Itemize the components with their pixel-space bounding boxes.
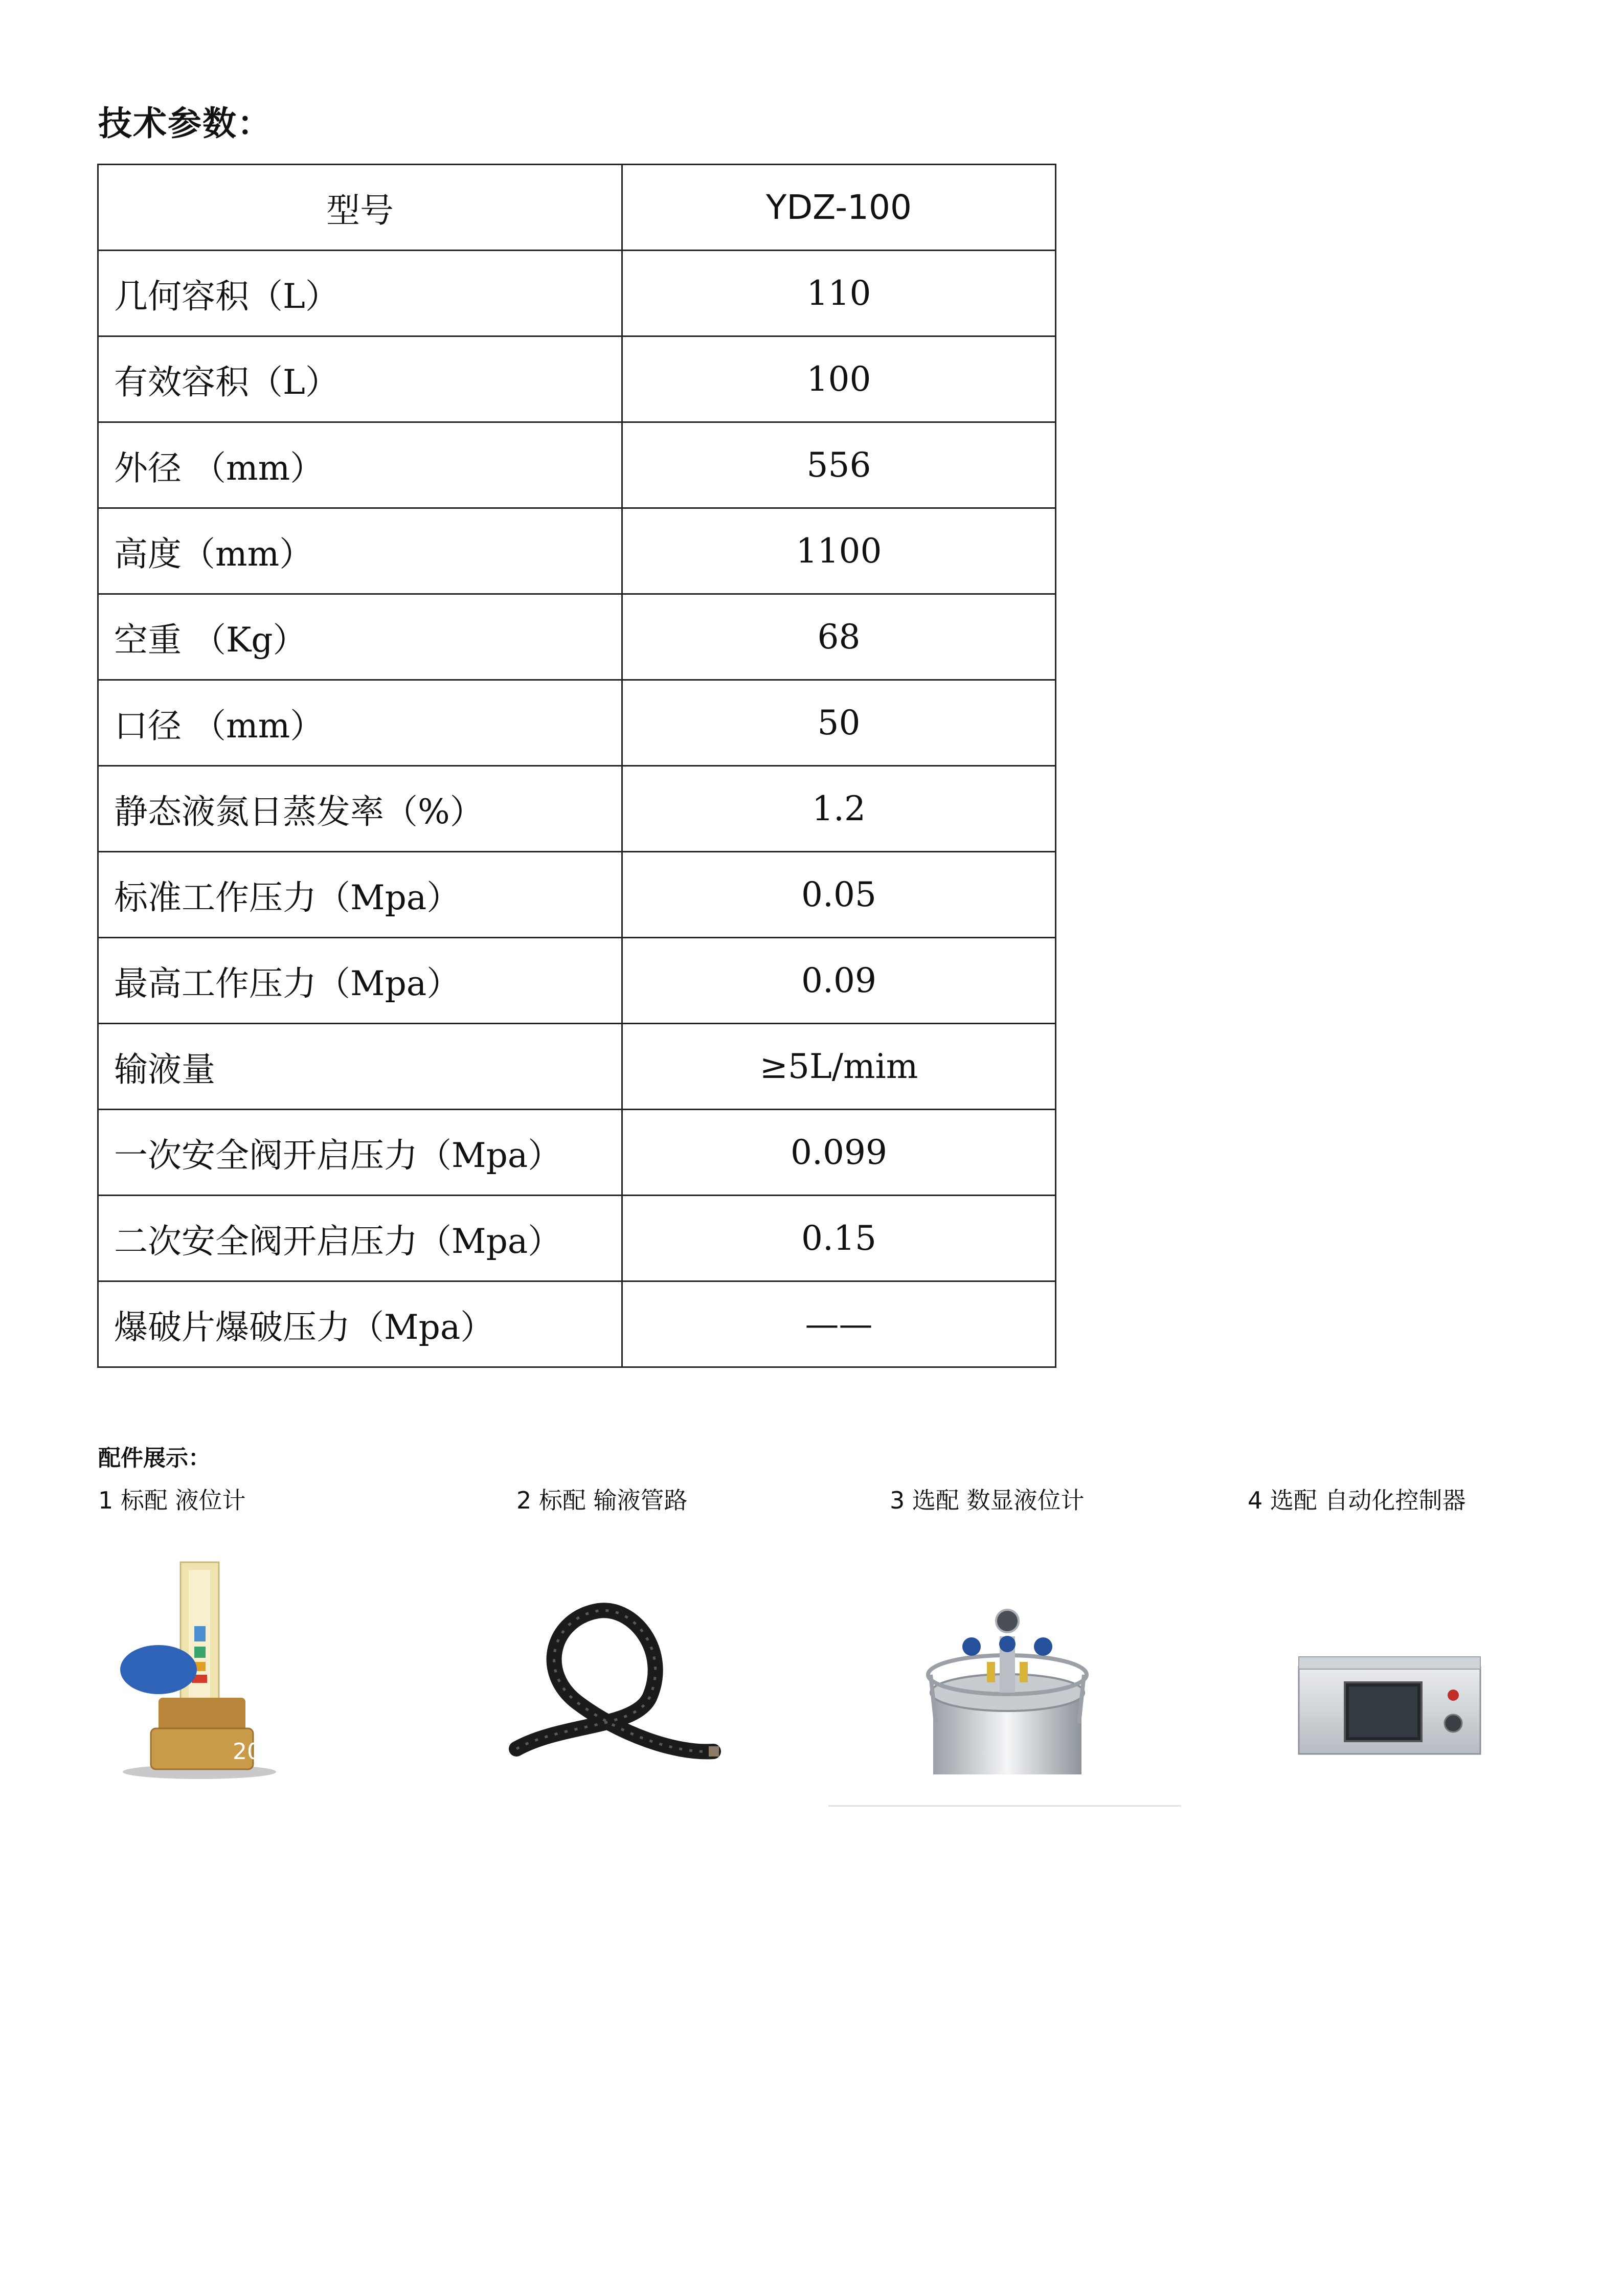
header-value-cell: YDZ-100 <box>622 165 1056 251</box>
param-label-cell: 有效容积（L） <box>98 336 622 422</box>
param-label-cell: 静态液氮日蒸发率（%） <box>98 766 622 852</box>
param-value-cell: 110 <box>622 251 1056 336</box>
table-row <box>98 1024 1056 1110</box>
level-gauge-image <box>110 1560 284 1785</box>
param-value-cell: 68 <box>622 594 1056 680</box>
param-label-cell: 几何容积（L） <box>98 251 622 336</box>
param-label-cell: 二次安全阀开启压力（Mpa） <box>98 1196 622 1281</box>
param-value-cell: 0.099 <box>622 1110 1056 1196</box>
table-row <box>98 422 1056 508</box>
table-row <box>98 938 1056 1024</box>
param-value-cell: 0.09 <box>622 938 1056 1024</box>
table-row <box>98 1110 1056 1196</box>
param-value-cell: 50 <box>622 680 1056 766</box>
param-label-cell: 输液量 <box>98 1024 622 1110</box>
param-value-cell: 100 <box>622 336 1056 422</box>
table-row <box>98 336 1056 422</box>
gauge-number: 200 <box>233 1739 276 1765</box>
table-row <box>98 594 1056 680</box>
accessory-label-controller: 4 选配 自动化控制器 <box>1248 1487 1466 1514</box>
accessory-label-transfer-hose: 2 标配 输液管路 <box>516 1487 688 1514</box>
param-label-cell: 空重 （Kg） <box>98 594 622 680</box>
divider-line <box>828 1805 1181 1807</box>
table-row <box>98 1196 1056 1281</box>
table-row <box>98 251 1056 336</box>
param-label-cell: 高度（mm） <box>98 508 622 594</box>
spec-table <box>97 164 1056 1368</box>
param-label-cell: 最高工作压力（Mpa） <box>98 938 622 1024</box>
controller-image <box>1294 1652 1488 1764</box>
param-label-cell: 口径 （mm） <box>98 680 622 766</box>
param-label-cell: 标准工作压力（Mpa） <box>98 852 622 938</box>
table-row <box>98 766 1056 852</box>
param-value-cell: ≥5L/mim <box>622 1024 1056 1110</box>
param-label-cell: 一次安全阀开启压力（Mpa） <box>98 1110 622 1196</box>
param-label-cell: 爆破片爆破压力（Mpa） <box>98 1281 622 1367</box>
accessory-label-level-gauge: 1 标配 液位计 <box>98 1487 246 1514</box>
param-value-cell: 1.2 <box>622 766 1056 852</box>
table-row <box>98 508 1056 594</box>
table-row <box>98 852 1056 938</box>
table-row <box>98 1281 1056 1367</box>
param-value-cell: —— <box>622 1281 1056 1367</box>
transfer-hose-image <box>506 1575 726 1780</box>
param-value-cell: 0.15 <box>622 1196 1056 1281</box>
header-label-cell: 型号 <box>98 165 622 251</box>
param-value-cell: 1100 <box>622 508 1056 594</box>
param-label-cell: 外径 （mm） <box>98 422 622 508</box>
param-value-cell: 0.05 <box>622 852 1056 938</box>
table-header-row <box>98 165 1056 251</box>
digital-gauge-image <box>915 1606 1099 1774</box>
accessories-title: 配件展示： <box>98 1445 211 1471</box>
table-row <box>98 680 1056 766</box>
section-heading: 技术参数： <box>98 104 272 143</box>
accessory-label-digital-gauge: 3 选配 数显液位计 <box>890 1487 1085 1514</box>
param-value-cell: 556 <box>622 422 1056 508</box>
